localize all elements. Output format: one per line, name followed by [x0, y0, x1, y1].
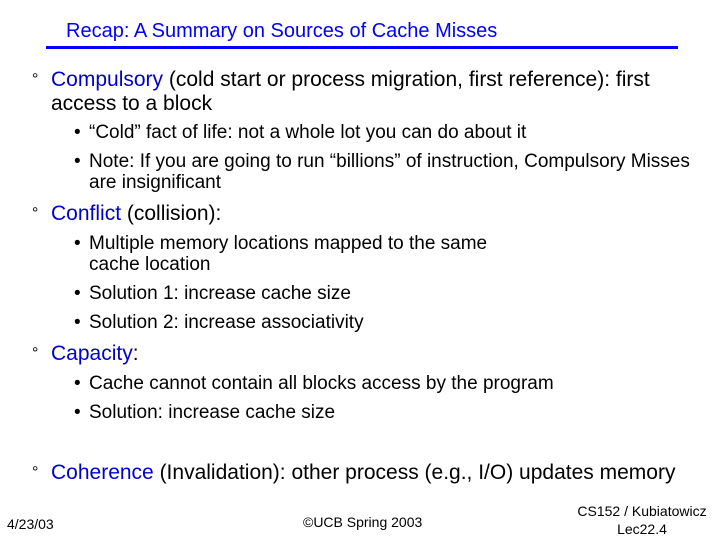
sub-point-text: Solution 1: increase cache size [89, 283, 351, 304]
bullet-marker: ° [32, 71, 39, 88]
sub-bullet-dot: • [74, 312, 81, 333]
bullet-marker: ° [32, 345, 39, 362]
point-text: (collision): [121, 202, 222, 225]
sub-bullet-dot: • [74, 151, 81, 172]
footer-course-name: CS152 / Kubiatowicz [577, 503, 707, 519]
footer-copyright: ©UCB Spring 2003 [303, 514, 423, 530]
sub-point [74, 151, 694, 193]
point-text: : [132, 342, 139, 365]
sub-point-text: “Cold” fact of life: not a whole lot you can do about it [89, 122, 527, 143]
sub-bullet-dot: • [74, 233, 81, 254]
keyword-compulsory: Compulsory [51, 68, 164, 91]
point-compulsory [32, 68, 712, 116]
sub-bullet-dot: • [74, 283, 81, 304]
sub-point-text: Multiple memory locations mapped to the same cache location [89, 233, 488, 275]
keyword-coherence: Coherence [51, 461, 154, 484]
point-coherence [32, 461, 712, 485]
point-text: (Invalidation): other process (e.g., I/O) updates memory [153, 461, 676, 484]
sub-point [74, 283, 694, 304]
sub-bullet-dot: • [74, 122, 81, 143]
slide-title: Recap: A Summary on Sources of Cache Misses [66, 20, 498, 42]
keyword-capacity: Capacity [51, 342, 133, 365]
point-conflict [32, 202, 712, 226]
sub-point [74, 312, 694, 333]
bullet-marker: ° [32, 205, 39, 222]
point-capacity [32, 342, 712, 366]
sub-point [74, 373, 694, 394]
footer-date: 4/23/03 [7, 516, 54, 532]
sub-point [74, 402, 694, 423]
sub-point-text: Cache cannot contain all blocks access by the program [89, 373, 554, 394]
sub-point [74, 233, 494, 275]
point-text: (cold start or process migration, first reference): first access to a block [51, 68, 650, 115]
footer-course [574, 502, 710, 538]
footer-lecture-number: Lec22.4 [617, 521, 667, 537]
keyword-conflict: Conflict [51, 202, 122, 225]
sub-point-text: Solution: increase cache size [89, 402, 336, 423]
bullet-marker: ° [32, 464, 39, 481]
sub-point [74, 122, 694, 143]
title-underline [46, 46, 678, 49]
sub-bullet-dot: • [74, 373, 81, 394]
sub-point-text: Solution 2: increase associativity [89, 312, 364, 333]
sub-bullet-dot: • [74, 402, 81, 423]
sub-point-text: Note: If you are going to run “billions” of instruction, Compulsory Misses are insignificant [89, 151, 690, 193]
